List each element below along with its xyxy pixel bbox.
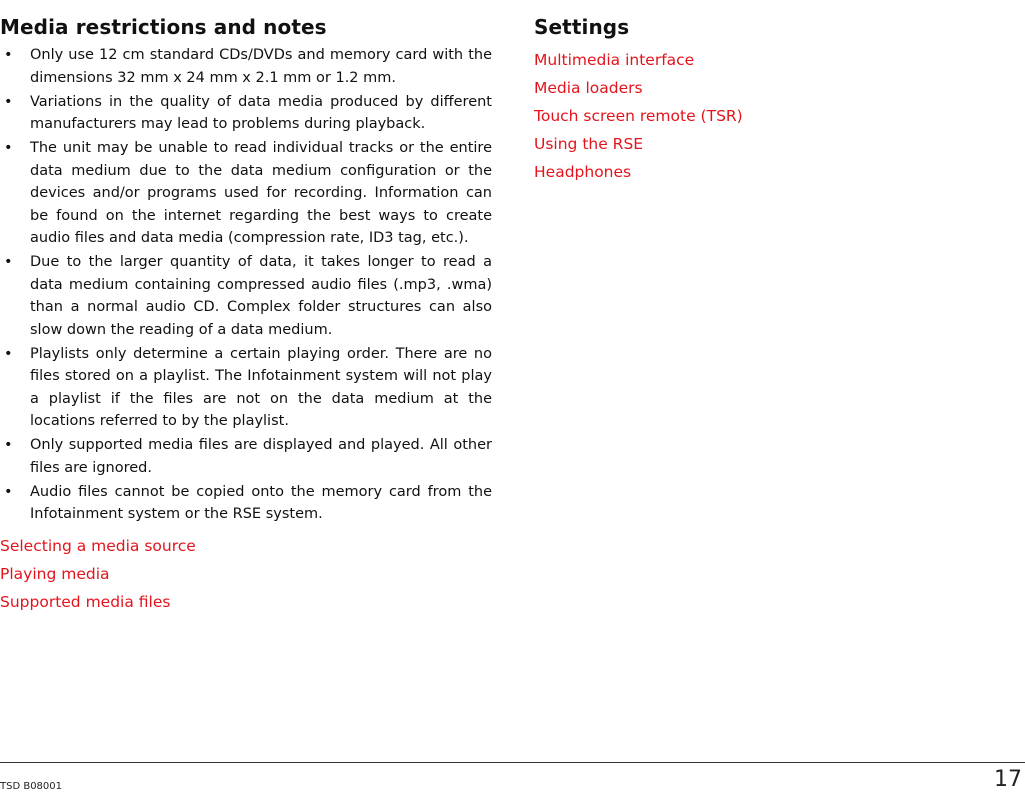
bullet-icon: •	[4, 93, 13, 110]
list-item-text: The unit may be unable to read individual tracks or the entire data medium due to the data medium configuration or the devices and/or programs used for recording. Information can be found on the internet regarding the best ways to create audio files and data media (compression rate, ID3 tag, etc.).	[30, 140, 492, 246]
media-restrictions-heading: Media restrictions and notes	[0, 15, 327, 39]
restrictions-list	[0, 44, 492, 526]
link-selecting-media-source[interactable]: Selecting a media source	[0, 536, 196, 555]
link-using-the-rse[interactable]: Using the RSE	[534, 135, 644, 153]
media-restrictions-section	[0, 14, 492, 616]
bullet-icon: •	[4, 47, 13, 63]
bullet-icon: •	[4, 345, 13, 362]
link-headphones[interactable]: Headphones	[534, 163, 632, 181]
link-touch-screen-remote[interactable]: Touch screen remote (TSR)	[534, 107, 743, 125]
list-item-text: Due to the larger quantity of data, it takes longer to read a data medium containing compressed audio files (.mp3, .wma) than a normal audio CD. Complex folder structures can also slow down the reading of a data medium.	[30, 254, 492, 338]
list-item-text: Audio files cannot be copied onto the memory card from the Infotainment system or the RSE system.	[30, 483, 492, 522]
list-item	[0, 343, 492, 433]
settings-heading: Settings	[534, 15, 630, 39]
related-links	[0, 532, 492, 616]
bullet-icon: •	[4, 437, 13, 453]
bullet-icon: •	[4, 140, 13, 156]
link-playing-media[interactable]: Playing media	[0, 564, 110, 583]
list-item	[0, 44, 492, 89]
list-item	[0, 91, 492, 136]
footer-divider	[0, 762, 1025, 763]
list-item	[0, 137, 492, 250]
link-supported-media-files[interactable]: Supported media files	[0, 592, 171, 611]
list-item	[0, 481, 492, 526]
link-multimedia-interface[interactable]: Multimedia interface	[534, 51, 695, 69]
list-item	[0, 434, 492, 479]
bullet-icon: •	[4, 483, 13, 500]
settings-section	[534, 14, 1014, 186]
settings-links	[534, 46, 1014, 186]
bullet-icon: •	[4, 254, 13, 270]
list-item-text: Playlists only determine a certain playing order. There are no files stored on a playlist. The Infotainment system will not play a playlist if the files are not on the data medium at the locations referred to by the playlist.	[30, 345, 492, 429]
list-item-text: Only use 12 cm standard CDs/DVDs and memory card with the dimensions 32 mm x 24 mm x 2.1 mm or 1.2 mm.	[30, 47, 492, 86]
list-item	[0, 251, 492, 341]
list-item-text: Only supported media files are displayed and played. All other files are ignored.	[30, 437, 492, 476]
link-media-loaders[interactable]: Media loaders	[534, 79, 643, 97]
list-item-text: Variations in the quality of data media produced by different manufacturers may lead to problems during playback.	[30, 93, 492, 132]
document-code: TSD B08001	[0, 781, 63, 792]
page-number: 17	[994, 767, 1022, 792]
